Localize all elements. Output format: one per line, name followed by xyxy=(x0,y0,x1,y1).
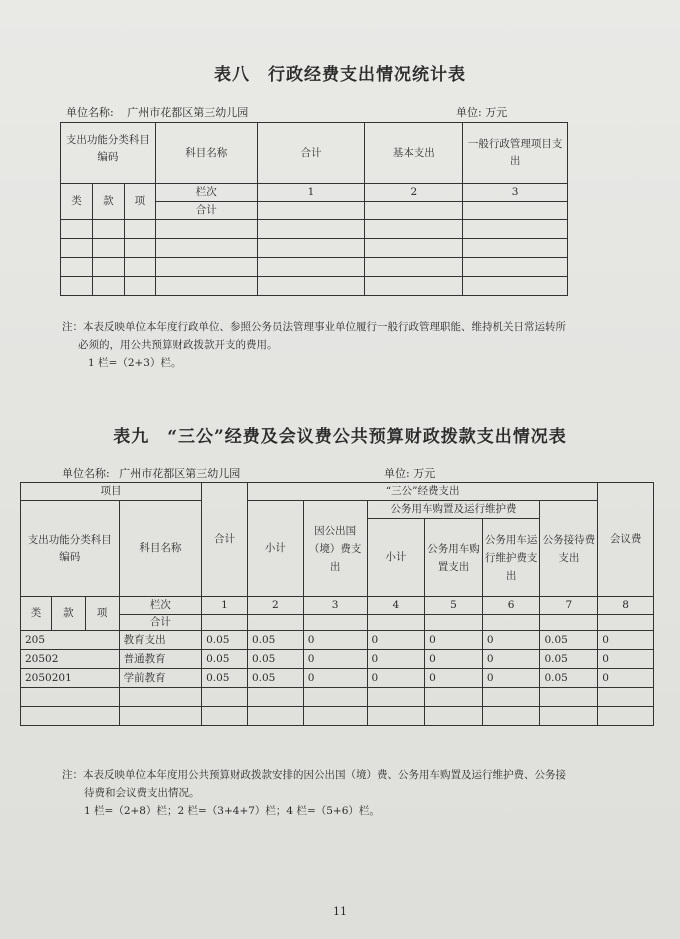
t9-head-subtotal: 小计 xyxy=(247,501,303,597)
t9-head-subject: 科目名称 xyxy=(119,501,201,597)
t9-col2: 2 xyxy=(247,597,303,615)
t9-heji: 合计 xyxy=(119,615,201,631)
table9-unit: 单位: 万元 xyxy=(384,467,436,480)
table9 xyxy=(20,482,654,726)
t9-head-car: 公务用车购置及运行维护费 xyxy=(367,501,540,519)
t8-head-basic: 基本支出 xyxy=(365,123,463,184)
t9-head-abroad: 因公出国（境）费支出 xyxy=(303,501,367,597)
t8-kuan: 款 xyxy=(92,184,124,220)
table9-unit-name: 单位名称: 广州市花都区第三幼儿园 xyxy=(62,467,241,480)
t8-col3: 3 xyxy=(463,184,568,202)
t8-head-total: 合计 xyxy=(257,123,365,184)
t9-head-total: 合计 xyxy=(202,483,248,597)
t9-xiang: 项 xyxy=(85,597,119,631)
t9-head-item: 项目 xyxy=(21,483,202,501)
table9-note: 注：本表反映单位本年度用公共预算财政拨款安排的因公出国（境）费、公务用车购置及运行维护费、公务接 待费和会议费支出情况。 1 栏=（2+8）栏；2 栏=（3+4+7）栏；4 栏=（5+6）栏。 xyxy=(62,769,566,817)
t8-head-admin: 一般行政管理项目支出 xyxy=(463,123,568,184)
table-row xyxy=(61,220,568,239)
t9-head-reception: 公务接待费支出 xyxy=(540,501,598,597)
t8-head-func-code: 支出功能分类科目编码 xyxy=(61,123,156,184)
table8-unit: 单位: 万元 xyxy=(456,106,508,119)
table-row xyxy=(61,277,568,296)
table-row: 205 教育支出 0.05 0.05 0 0 0 0 0.05 0 xyxy=(21,631,654,650)
t9-head-func-code: 支出功能分类科目编码 xyxy=(21,501,120,597)
t8-heji: 合计 xyxy=(155,202,257,220)
t9-lei: 类 xyxy=(21,597,52,631)
t8-lei: 类 xyxy=(61,184,93,220)
table-row xyxy=(21,707,654,726)
t9-lanci: 栏次 xyxy=(119,597,201,615)
table9-title: 表九 “三公”经费及会议费公共预算财政拨款支出情况表 xyxy=(113,427,567,447)
t9-col4: 4 xyxy=(367,597,425,615)
t9-col5: 5 xyxy=(425,597,483,615)
table8-note: 注：本表反映单位本年度行政单位、参照公务员法管理事业单位履行一般行政管理职能、维持机关日常运转所 必须的，用公共预算财政拨款开支的费用。 1 栏=（2+3）栏。 xyxy=(62,321,566,369)
t8-head-subject: 科目名称 xyxy=(155,123,257,184)
t9-head-sangong: “三公”经费支出 xyxy=(247,483,597,501)
t8-lanci: 栏次 xyxy=(155,184,257,202)
page-number: 11 xyxy=(333,905,347,918)
t9-col1: 1 xyxy=(202,597,248,615)
table-row xyxy=(61,258,568,277)
t8-col2: 2 xyxy=(365,184,463,202)
table-row xyxy=(61,239,568,258)
table8-unit-name: 单位名称: 广州市花都区第三幼儿园 xyxy=(66,106,249,119)
t9-col8: 8 xyxy=(598,597,654,615)
table8 xyxy=(60,122,568,296)
table-row: 20502 普通教育 0.05 0.05 0 0 0 0 0.05 0 xyxy=(21,650,654,669)
t9-col6: 6 xyxy=(482,597,540,615)
t9-col7: 7 xyxy=(540,597,598,615)
t9-kuan: 款 xyxy=(51,597,85,631)
t9-head-car-subtotal: 小计 xyxy=(367,519,425,597)
t9-head-meeting: 会议费 xyxy=(598,483,654,597)
t8-xiang: 项 xyxy=(124,184,155,220)
t8-col1: 1 xyxy=(257,184,365,202)
t9-head-car-run: 公务用车运行维护费支出 xyxy=(482,519,540,597)
table-row: 2050201 学前教育 0.05 0.05 0 0 0 0 0.05 0 xyxy=(21,669,654,688)
t9-col3: 3 xyxy=(303,597,367,615)
table-row xyxy=(21,688,654,707)
table8-title: 表八 行政经费支出情况统计表 xyxy=(214,65,466,85)
t9-head-car-buy: 公务用车购置支出 xyxy=(425,519,483,597)
